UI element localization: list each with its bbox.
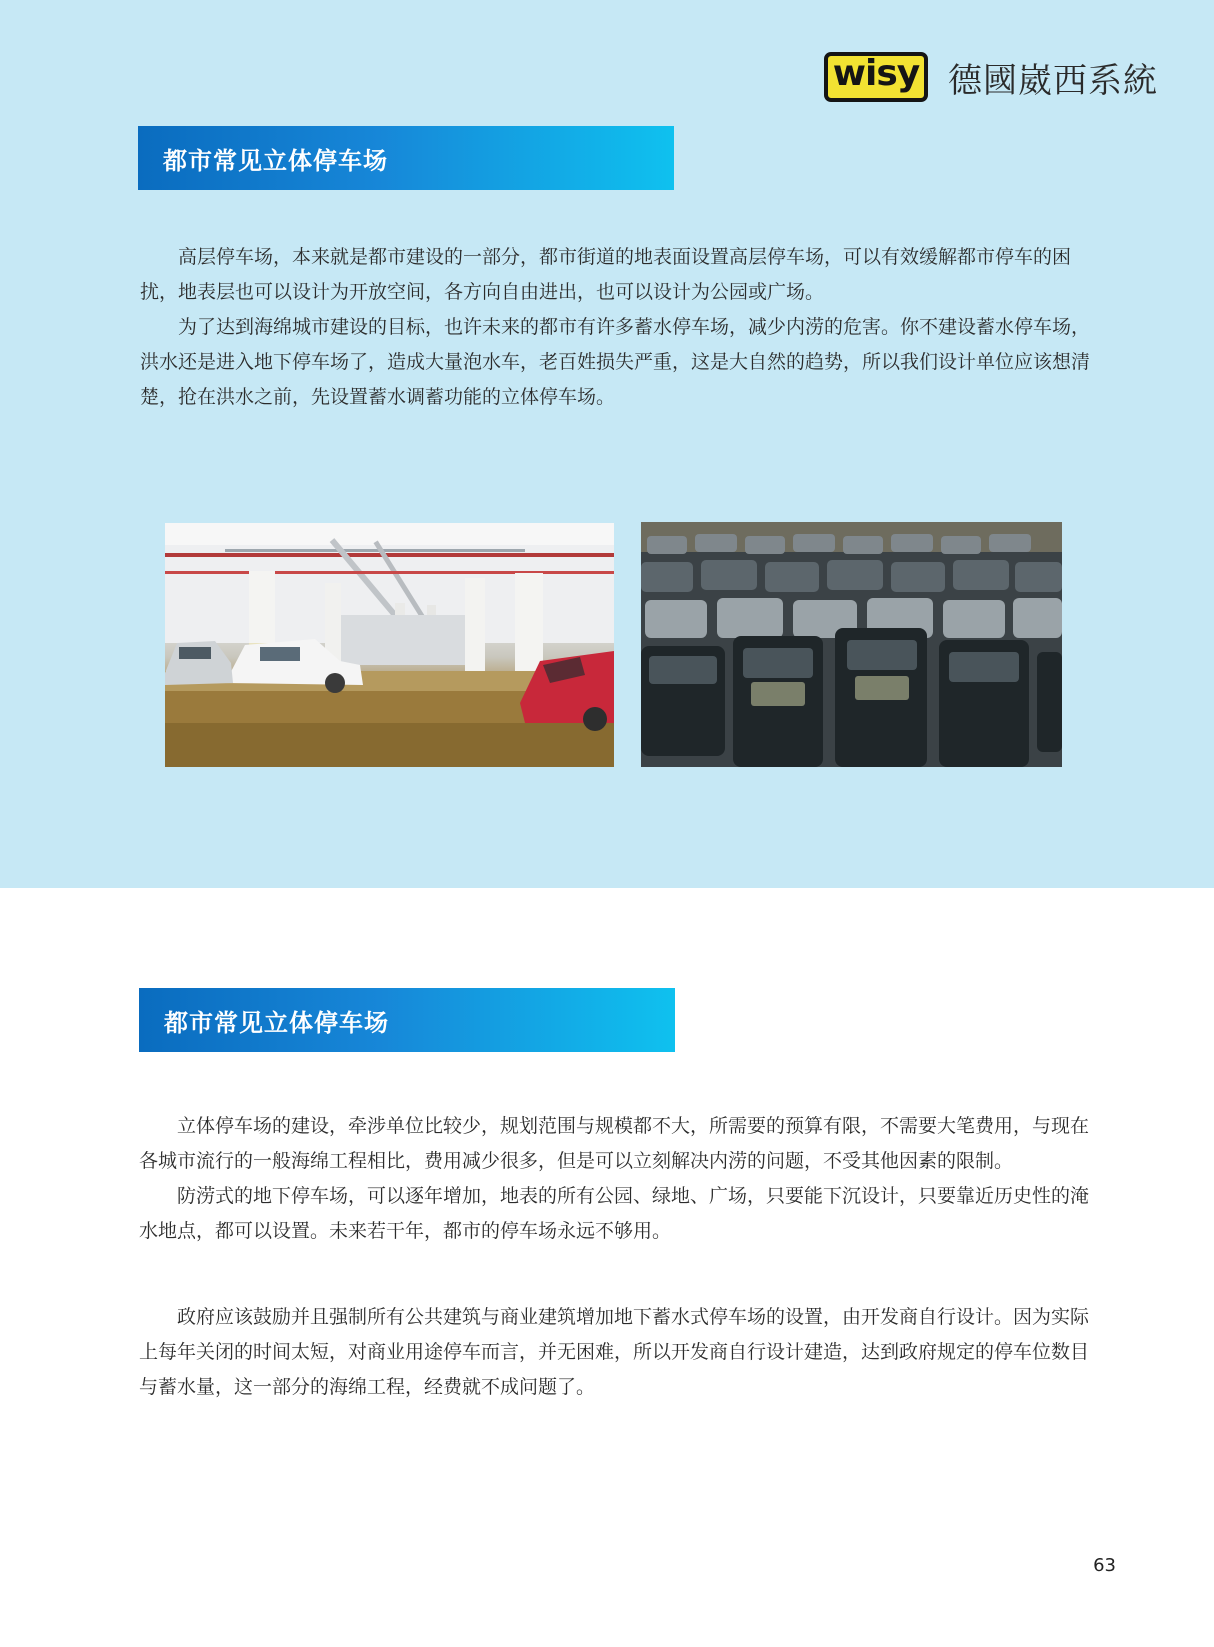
flood-damaged-cars-illustration [641, 522, 1062, 767]
paragraph: 防涝式的地下停车场，可以逐年增加，地表的所有公园、绿地、广场，只要能下沉设计，只要靠近历史性的淹水地点，都可以设置。未来若干年，都市的停车场永远不够用。 [139, 1185, 1090, 1242]
paragraph: 立体停车场的建设，牵涉单位比较少，规划范围与规模都不大，所需要的预算有限，不需要大笔费用，与现在各城市流行的一般海绵工程相比，费用减少很多，但是可以立刻解决内涝的问题，不受其他因素的限制。 [139, 1115, 1090, 1172]
section-title-bar-1 [138, 126, 674, 190]
logo-text: wisy [832, 53, 920, 94]
brand-name: 德國崴西系統 [948, 60, 1158, 101]
section-title-bar-2 [139, 988, 675, 1052]
paragraph: 为了达到海绵城市建设的目标，也许未来的都市有许多蓄水停车场，减少内涝的危害。你不建设蓄水停车场，洪水还是进入地下停车场了，造成大量泡水车，老百姓损失严重，这是大自然的趋势，所以我们设计单位应该想清楚，抢在洪水之前，先设置蓄水调蓄功能的立体停车场。 [140, 316, 1091, 408]
section-2-body-b [139, 1300, 1103, 1405]
brand-header [824, 52, 1158, 102]
section-2-body-a [139, 1109, 1103, 1249]
flooded-garage-photo [165, 523, 614, 767]
section-title-1: 都市常见立体停车场 [163, 146, 388, 175]
section-title-2: 都市常见立体停车场 [164, 1008, 389, 1037]
flood-damaged-cars-photo [641, 522, 1062, 767]
paragraph: 政府应该鼓励并且强制所有公共建筑与商业建筑增加地下蓄水式停车场的设置，由开发商自行设计。因为实际上每年关闭的时间太短，对商业用途停车而言，并无困难，所以开发商自行设计建造，达到政府规定的停车位数目与蓄水量，这一部分的海绵工程，经费就不成问题了。 [139, 1306, 1090, 1398]
wisy-logo [824, 52, 928, 102]
paragraph: 高层停车场，本来就是都市建设的一部分，都市街道的地表面设置高层停车场，可以有效缓解都市停车的困扰，地表层也可以设计为开放空间，各方向自由进出，也可以设计为公园或广场。 [140, 246, 1072, 303]
flooded-garage-illustration [165, 523, 614, 767]
page-number: 63 [1093, 1555, 1116, 1576]
section-1-body [140, 240, 1090, 415]
